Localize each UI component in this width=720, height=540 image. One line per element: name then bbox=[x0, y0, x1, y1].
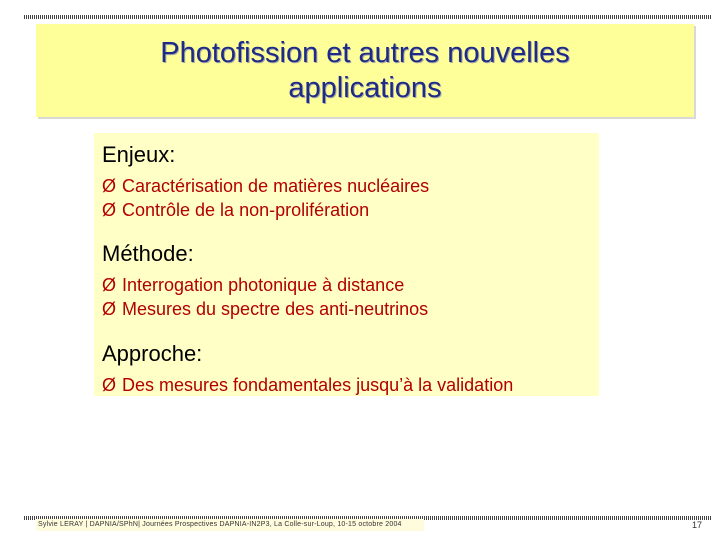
list-item: Ø Interrogation photonique à distance bbox=[102, 275, 405, 295]
arrow-bullet-icon: Ø bbox=[102, 375, 117, 395]
section-methode bbox=[102, 241, 428, 321]
footer-text: Sylvie LERAY | DAPNIA/SPhN| Journées Prospectives DAPNIA-IN2P3, La Colle-sur-Loup, 10-15 octobre 2004 bbox=[36, 519, 424, 531]
bullet-list bbox=[102, 273, 428, 321]
top-border bbox=[24, 15, 712, 19]
section-heading: Enjeux: bbox=[102, 142, 176, 167]
section-approche bbox=[102, 341, 513, 397]
list-item: Ø Mesures du spectre des anti-neutrinos bbox=[102, 299, 429, 319]
slide-title bbox=[160, 36, 569, 106]
page-number: 17 bbox=[691, 520, 702, 530]
section-enjeux bbox=[102, 142, 429, 222]
arrow-bullet-icon: Ø bbox=[102, 176, 117, 196]
arrow-bullet-icon: Ø bbox=[102, 200, 117, 220]
list-item: Ø Des mesures fondamentales jusqu’à la validation bbox=[102, 375, 514, 395]
content-box bbox=[94, 133, 599, 396]
arrow-bullet-icon: Ø bbox=[102, 299, 117, 319]
section-heading: Approche: bbox=[102, 341, 203, 366]
title-line-2: applications bbox=[288, 71, 442, 104]
section-heading: Méthode: bbox=[102, 241, 194, 266]
bullet-list bbox=[102, 174, 429, 222]
bullet-list bbox=[102, 373, 513, 397]
arrow-bullet-icon: Ø bbox=[102, 275, 117, 295]
list-item: Ø Caractérisation de matières nucléaires bbox=[102, 176, 430, 196]
title-line-1: Photofission et autres nouvelles bbox=[160, 36, 570, 69]
title-box bbox=[36, 24, 694, 117]
list-item: Ø Contrôle de la non-prolifération bbox=[102, 200, 370, 220]
